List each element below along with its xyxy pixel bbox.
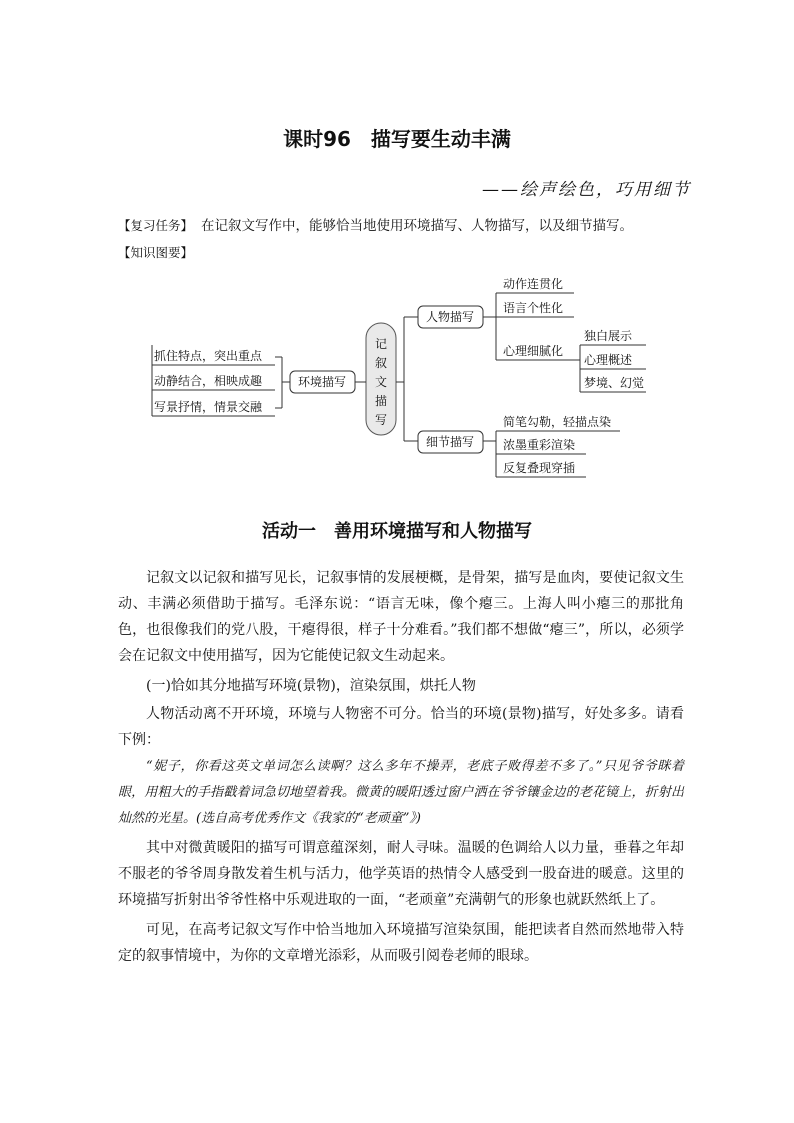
review-task-line: [118, 214, 633, 234]
mindmap-root-char: 描: [374, 394, 388, 408]
review-task-text: 在记叙文写作中，能够恰当地使用环境描写、人物描写，以及细节描写。: [201, 218, 634, 234]
body-paragraph: 可见，在高考记叙文写作中恰当地加入环境描写渲染氛围，能把读者自然而然地带入特定的叙事情境中，为你的文章增光添彩，从而吸引阅卷老师的眼球。: [118, 922, 684, 964]
mindmap-env-item: 动静结合，相映成趣: [154, 374, 263, 388]
mindmap-char-item: 语言个性化: [503, 301, 564, 315]
mindmap-label-detail: 细节描写: [425, 435, 475, 449]
mindmap-root-char: 写: [374, 413, 388, 427]
mindmap-char-item: 动作连贯化: [503, 277, 564, 291]
knowledge-map-tag: 【知识图要】: [118, 245, 194, 260]
mindmap-root-char: 文: [374, 375, 388, 389]
knowledge-map-line: [118, 243, 201, 261]
mindmap-psych-item: 心理概述: [584, 353, 633, 367]
mindmap-detail-item: 简笔勾勒，轻描点染: [503, 415, 612, 429]
mindmap-env-item: 抓住特点，突出重点: [154, 349, 263, 363]
mindmap-env-item: 写景抒情，情景交融: [154, 400, 263, 414]
body-paragraph: 其中对微黄暖阳的描写可谓意蕴深刻，耐人寻味。温暖的色调给人以力量，垂暮之年却不服老的爷爷周身散发着生机与活力，他学英语的热情令人感受到一股奋进的暖意。这里的环境描写折射出爷爷性格中乐观进取的一面，“老顽童”充满朝气的形象也就跃然纸上了。: [118, 840, 684, 908]
mindmap-root-char: 记: [374, 337, 388, 351]
lesson-subtitle: ——绘声绘色，巧用细节: [482, 180, 691, 200]
body-paragraph: 记叙文以记叙和描写见长，记叙事情的发展梗概，是骨架，描写是血肉，要使记叙文生动、丰满必须借助于描写。毛泽东说：“语言无味，像个瘪三。上海人叫小瘪三的那批角色，也很像我们的党八股，干瘪得很，样子十分难看。”我们都不想做“瘪三”，所以，必须学会在记叙文中使用描写，因为它能使记叙文生动起来。: [118, 570, 684, 664]
mindmap-detail-item: 浓墨重彩渲染: [503, 438, 576, 452]
mindmap-detail-item: 反复叠现穿插: [503, 461, 576, 475]
mindmap-psych-item: 梦境、幻觉: [584, 376, 645, 390]
mindmap-psych-item: 独白展示: [584, 329, 633, 343]
mindmap-char-item: 心理细腻化: [503, 344, 564, 358]
review-task-tag: 【复习任务】: [118, 218, 194, 233]
body-paragraph: 人物活动离不开环境，环境与人物密不可分。恰当的环境(景物)描写，好处多多。请看下例：: [118, 706, 684, 748]
mindmap-label-character: 人物描写: [425, 310, 475, 324]
example-quote: “妮子，你看这英文单词怎么读啊？这么多年不操弄，老底子败得差不多了。”只见爷爷眯着眼，用粗大的手指戳着词急切地望着我。微黄的暖阳透过窗户洒在爷爷镶金边的老花镜上，折射出灿然的光星。(选自高考优秀作文《我家的“老顽童”》): [118, 759, 684, 826]
knowledge-mindmap: [0, 265, 794, 485]
section-heading: (一)恰如其分地描写环境(景物)，渲染氛围，烘托人物: [146, 678, 476, 694]
activity-heading: 活动一 善用环境描写和人物描写: [262, 521, 532, 542]
lesson-title: 课时96 描写要生动丰满: [283, 127, 511, 151]
mindmap-label-environment: 环境描写: [297, 375, 347, 389]
mindmap-root-char: 叙: [374, 356, 388, 370]
